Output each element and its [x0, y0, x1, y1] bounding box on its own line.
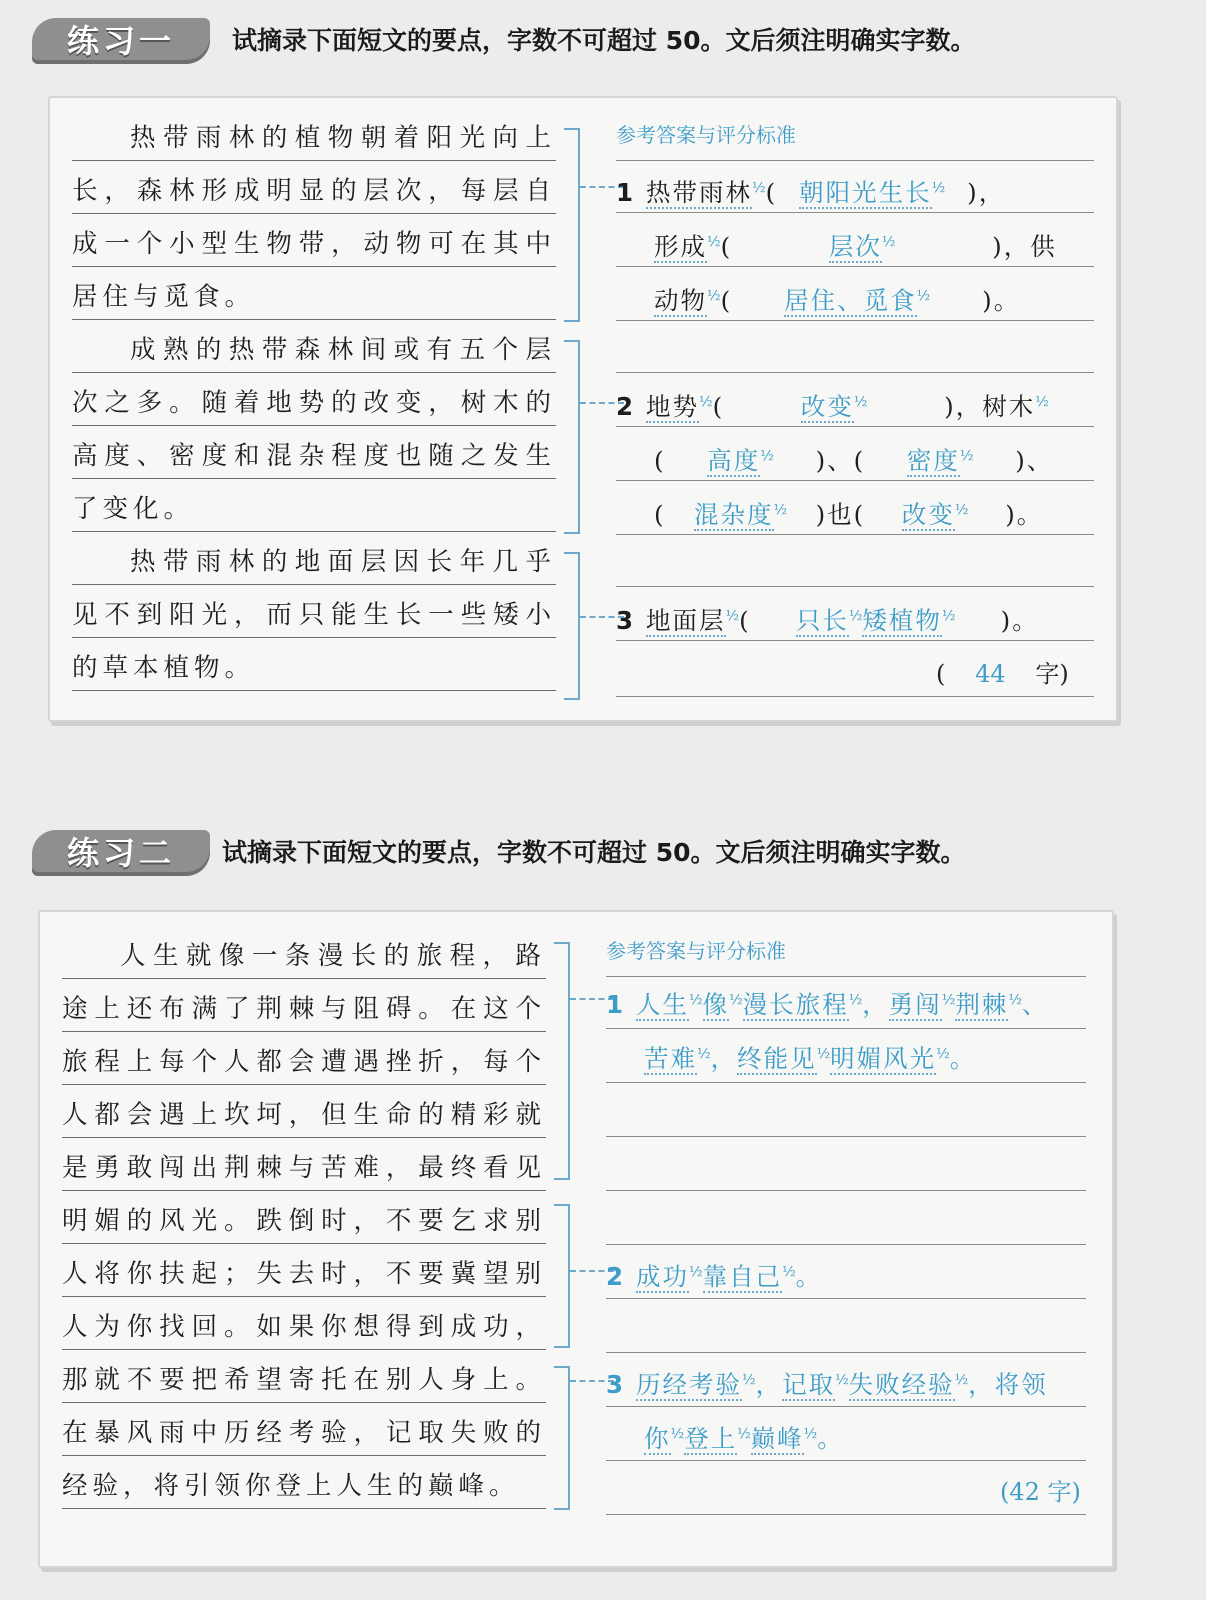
- score-mark: ½: [853, 394, 868, 410]
- answer-fill: 勇闯: [888, 990, 942, 1020]
- exercise2-bracket-1: [554, 942, 570, 1180]
- score-mark: ½: [1008, 992, 1022, 1008]
- answer-rule: [616, 160, 1094, 161]
- answer-punct: )、: [1015, 446, 1054, 476]
- answer-number: 1: [606, 990, 626, 1020]
- score-mark: ½: [699, 394, 713, 410]
- answer-fill: 终能见: [737, 1044, 817, 1074]
- exercise2-header: [22, 826, 1192, 884]
- score-mark: ½: [936, 1046, 950, 1062]
- exercise1-answer-1-line-1: [616, 168, 1005, 213]
- answer-number: 2: [616, 392, 636, 422]
- answer-rule: [616, 586, 1094, 587]
- answer-punct: )。: [1005, 500, 1044, 530]
- answer-rule: [616, 266, 1094, 267]
- answer-punct: )，供: [992, 232, 1057, 262]
- answer-punct: )、(: [815, 446, 866, 476]
- score-mark: ½: [941, 608, 956, 624]
- answer-punct: (: [654, 446, 666, 476]
- answer-rule: [606, 1460, 1086, 1461]
- exercise2-badge-label: 练习二: [66, 834, 175, 872]
- answer-punct: (: [720, 232, 733, 262]
- score-mark: ½: [848, 608, 863, 624]
- answer-fill: 巅峰: [750, 1424, 804, 1454]
- answer-rule: [606, 1136, 1086, 1137]
- score-mark: ½: [803, 1426, 818, 1442]
- answer-blank: [865, 436, 1015, 481]
- answer-rule: [606, 1244, 1086, 1245]
- score-mark: ½: [835, 1372, 849, 1388]
- answer-blank: [732, 222, 992, 267]
- answer-punct: ，将领: [968, 1370, 1048, 1400]
- score-mark: ½: [881, 234, 896, 250]
- exercise1-bracket-1: [564, 128, 580, 322]
- answer-fill: 你: [644, 1424, 671, 1454]
- answer-punct: )，: [967, 178, 1006, 208]
- exercise1-badge: [32, 18, 210, 64]
- answer-rule: [606, 1190, 1086, 1191]
- answer-fill: 矮植物: [862, 606, 942, 636]
- score-mark: ½: [725, 608, 740, 624]
- answer-fill: 荆棘: [955, 990, 1009, 1020]
- score-mark: ½: [954, 502, 969, 518]
- answer-fill: 人生: [636, 990, 689, 1020]
- answer-rule: [616, 534, 1094, 535]
- answer-fill: 居住、觅食: [784, 286, 917, 316]
- answer-rule: [606, 1298, 1086, 1299]
- answer-blank: [666, 490, 816, 535]
- exercise2-badge: [32, 830, 210, 876]
- exercise2-box: [38, 910, 1114, 1568]
- answer-blank: [732, 276, 982, 321]
- exercise1-paragraph-1: 热带雨林的植物朝着阳光向上长，森林形成明显的层次，每层自成一个小型生物带，动物可在其中居住与觅食。: [72, 112, 556, 324]
- answer-rule: [616, 320, 1094, 321]
- score-mark: ½: [941, 992, 956, 1008]
- exercise1-answer-2-line-1: [616, 382, 1049, 427]
- answer-number: 2: [606, 1262, 626, 1292]
- answer-fill: 只长: [795, 606, 849, 636]
- answer-fill: 像: [702, 990, 730, 1020]
- answer-rule: [616, 640, 1094, 641]
- score-mark: ½: [707, 234, 721, 250]
- answer-fill: 混杂度: [694, 500, 774, 530]
- answer-punct: 。: [817, 1424, 844, 1454]
- answer-punct: 、: [1021, 990, 1049, 1020]
- answer-fill: 高度: [707, 446, 761, 476]
- exercise1-badge-label: 练习一: [66, 22, 175, 60]
- answer-keyword: 形成: [654, 232, 707, 262]
- score-mark: ½: [848, 992, 863, 1008]
- answer-number: 3: [616, 606, 636, 636]
- answer-blank: [724, 382, 944, 427]
- score-mark: ½: [931, 180, 946, 196]
- exercise2-paragraph: 人生就像一条漫长的旅程，路途上还布满了荆棘与阻碍。在这个旅程上每个人都会遭遇挫折，每个人都会遇上坎坷，但生命的精彩就是勇敢闯出荆棘与苦难，最终看见明媚的风光。跌倒时，不要乞求别人将你扶起；失去时，不要冀望别人为你找回。如果你想得到成功，那就不要把希望寄托在别人身上。在暴风雨中历经考验，记取失败的经验，将引领你登上人生的巅峰。: [62, 930, 546, 1513]
- answer-fill: 苦难: [644, 1044, 697, 1074]
- answer-punct: (: [654, 500, 666, 530]
- answer-rule: [606, 1082, 1086, 1083]
- exercise1-answer-area: [616, 120, 1094, 710]
- answer-rule: [616, 696, 1094, 697]
- exercise2-answer-area: [606, 936, 1086, 1556]
- exercise2-bracket-2: [554, 1204, 570, 1348]
- score-mark: ½: [760, 448, 774, 464]
- answer-punct: )，树木: [944, 392, 1036, 422]
- answer-keyword: 热带雨林: [646, 178, 752, 208]
- answer-blank: [666, 436, 816, 481]
- answer-punct: ，: [710, 1044, 738, 1074]
- exercise1-bracket-2: [564, 340, 580, 534]
- answer-fill: 层次: [828, 232, 882, 262]
- score-mark: ½: [707, 288, 721, 304]
- count-value: 44: [975, 660, 1006, 688]
- answer-rule: [606, 1406, 1086, 1407]
- answer-fill: 朝阳光生长: [799, 178, 932, 208]
- answer-rule: [606, 1352, 1086, 1353]
- answer-blank: [777, 168, 967, 213]
- count-suffix: 字): [1035, 660, 1069, 688]
- answer-fill: 记取: [782, 1370, 836, 1400]
- exercise2-bracket-3: [554, 1366, 570, 1510]
- exercise2-answer-3-line-1: [606, 1360, 1048, 1405]
- answer-rule: [616, 426, 1094, 427]
- exercise2-answer-1-line-2: [644, 1034, 976, 1079]
- exercise1-reference-title: 参考答案与评分标准: [616, 123, 796, 147]
- answer-punct: ，: [862, 990, 889, 1020]
- answer-rule: [606, 1514, 1086, 1515]
- answer-blank: [751, 596, 1001, 641]
- answer-blank: [865, 490, 1005, 535]
- answer-punct: (: [720, 286, 733, 316]
- exercise2-word-count: (42 字): [1000, 1478, 1081, 1506]
- answer-punct: (: [765, 178, 778, 208]
- answer-rule: [606, 1028, 1086, 1029]
- answer-punct: 。: [795, 1262, 823, 1292]
- answer-rule: [616, 212, 1094, 213]
- answer-number: 1: [616, 178, 636, 208]
- score-mark: ½: [782, 1264, 796, 1280]
- exercise2-reference-title: 参考答案与评分标准: [606, 939, 786, 963]
- score-mark: ½: [697, 1046, 711, 1062]
- exercise2-instruction: 试摘录下面短文的要点，字数不可超过 50。文后须注明确实字数。: [222, 838, 966, 867]
- exercise1-paragraph-3: 热带雨林的地面层因长年几乎见不到阳光，而只能生长一些矮小的草本植物。: [72, 536, 556, 695]
- exercise1-answer-1-line-3: [654, 276, 1020, 321]
- score-mark: ½: [773, 502, 788, 518]
- score-mark: ½: [916, 288, 931, 304]
- answer-rule: [606, 976, 1086, 977]
- score-mark: ½: [959, 448, 974, 464]
- score-mark: ½: [1035, 394, 1049, 410]
- exercise1-answer-1-line-2: [654, 222, 1057, 267]
- exercise1-box: [48, 96, 1118, 722]
- answer-punct: (: [739, 606, 751, 636]
- answer-punct: ，: [755, 1370, 783, 1400]
- answer-fill: 明媚风光: [830, 1044, 937, 1074]
- exercise1-word-count: [936, 656, 1069, 692]
- answer-punct: (: [712, 392, 725, 422]
- exercise1-answer-2-line-3: [654, 490, 1043, 535]
- score-mark: ½: [752, 180, 766, 196]
- exercise1-bracket-3: [564, 552, 580, 700]
- score-mark: ½: [689, 992, 703, 1008]
- answer-fill: 改变: [800, 392, 854, 422]
- score-mark: ½: [737, 1426, 751, 1442]
- answer-fill: 历经考验: [636, 1370, 742, 1400]
- answer-punct: )也(: [815, 500, 866, 530]
- score-mark: ½: [689, 1264, 703, 1280]
- exercise1-answer-3-line-1: [616, 596, 1039, 641]
- answer-fill: 成功: [636, 1262, 689, 1292]
- score-mark: ½: [742, 1372, 756, 1388]
- exercise2-answer-1-line-1: [606, 980, 1048, 1025]
- answer-fill: 漫长旅程: [742, 990, 849, 1020]
- score-mark: ½: [954, 1372, 969, 1388]
- score-mark: ½: [670, 1426, 685, 1442]
- answer-punct: 。: [949, 1044, 977, 1074]
- answer-fill: 改变: [901, 500, 955, 530]
- score-mark: ½: [729, 992, 743, 1008]
- answer-fill: 靠自己: [702, 1262, 783, 1292]
- answer-fill: 密度: [906, 446, 960, 476]
- exercise1-paragraph-2: 成熟的热带森林间或有五个层次之多。随着地势的改变，树木的高度、密度和混杂程度也随之发生了变化。: [72, 324, 556, 536]
- exercise2-answer-3-line-2: [644, 1414, 844, 1459]
- answer-keyword: 地势: [646, 392, 699, 422]
- exercise1-answer-2-line-2: [654, 436, 1053, 481]
- exercise1-instruction: 试摘录下面短文的要点，字数不可超过 50。文后须注明确实字数。: [232, 26, 976, 55]
- answer-punct: )。: [1000, 606, 1039, 636]
- score-mark: ½: [816, 1046, 831, 1062]
- answer-fill: 失败经验: [848, 1370, 955, 1400]
- answer-keyword: 地面层: [646, 606, 726, 636]
- exercise2-answer-2-line-1: [606, 1252, 822, 1297]
- exercise1-header: [22, 14, 1192, 72]
- answer-keyword: 动物: [654, 286, 707, 316]
- answer-number: 3: [606, 1370, 626, 1400]
- count-punct: (: [936, 660, 946, 688]
- answer-rule: [616, 480, 1094, 481]
- answer-punct: )。: [982, 286, 1021, 316]
- answer-rule: [616, 372, 1094, 373]
- answer-fill: 登上: [684, 1424, 738, 1454]
